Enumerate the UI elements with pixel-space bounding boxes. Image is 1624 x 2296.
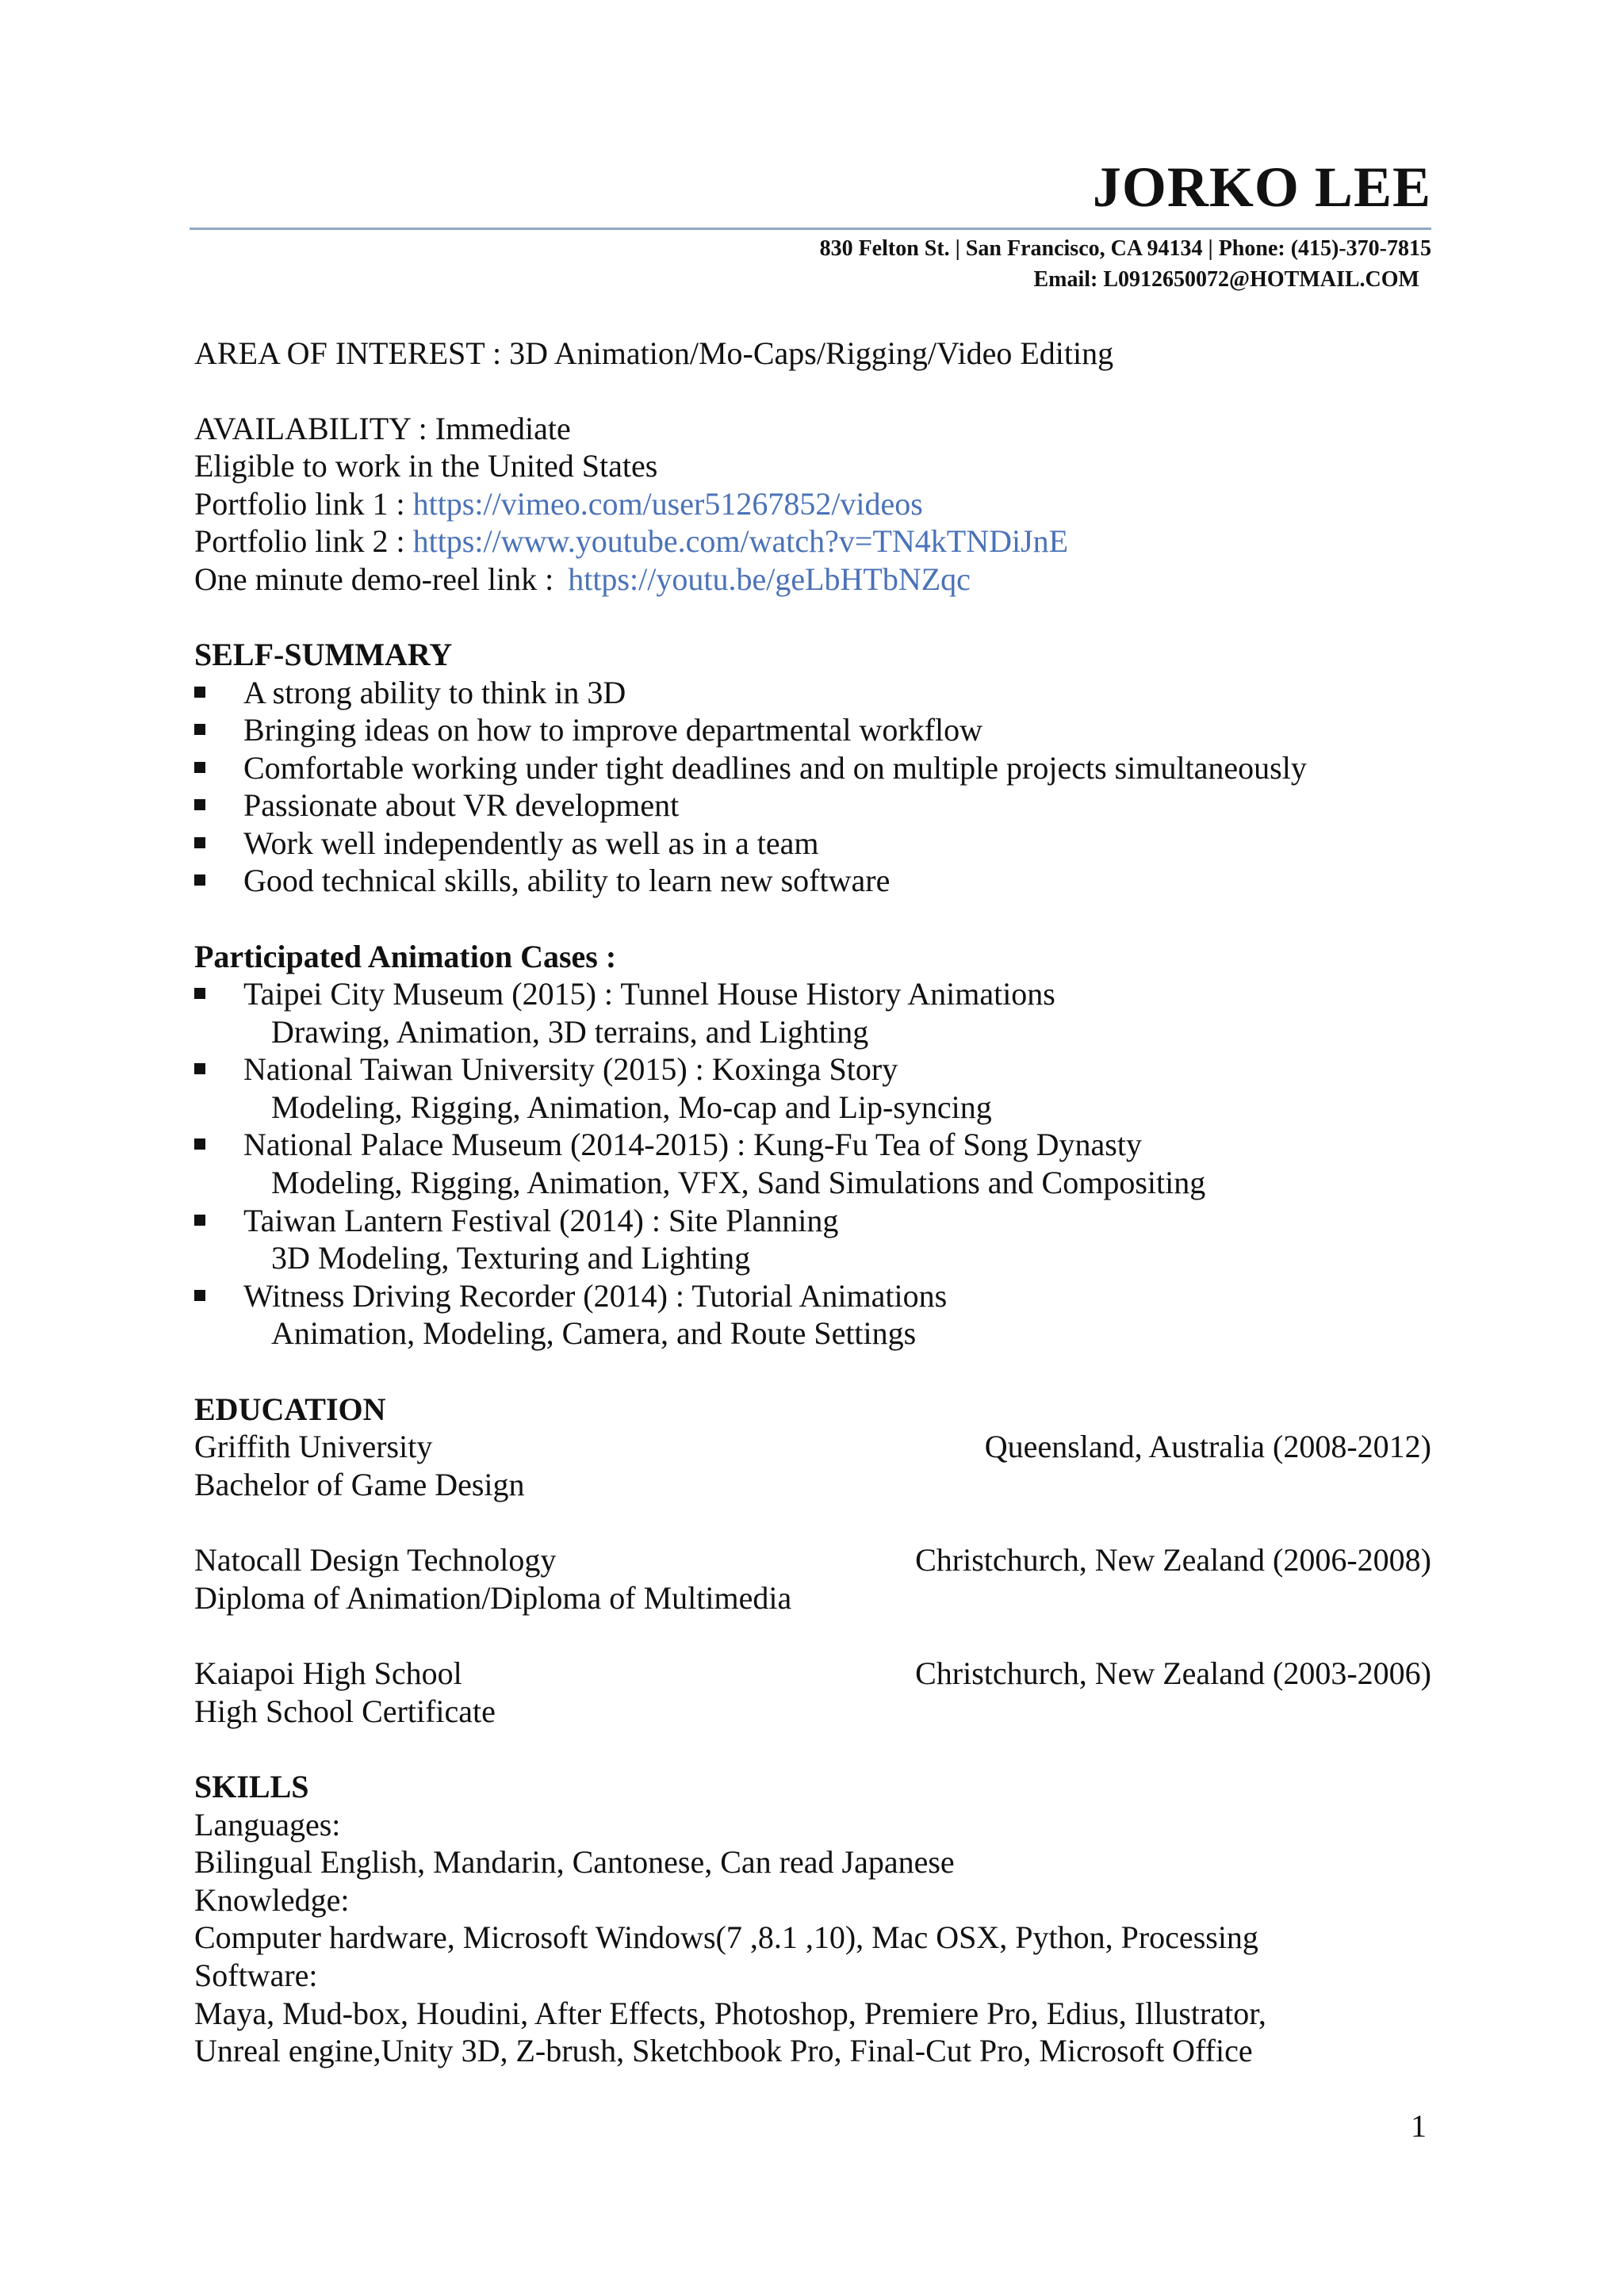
case-detail: Animation, Modeling, Camera, and Route Settings bbox=[271, 1315, 917, 1351]
case-detail: Drawing, Animation, 3D terrains, and Lighting bbox=[271, 1014, 869, 1050]
contact-email: Email: L0912650072@HOTMAIL.COM bbox=[1033, 267, 1419, 292]
availability: AVAILABILITY : Immediate bbox=[194, 411, 571, 446]
case-detail: Modeling, Rigging, Animation, VFX, Sand Simulations and Compositing bbox=[271, 1165, 1206, 1200]
self-summary-heading: SELF-SUMMARY bbox=[194, 637, 453, 672]
software-value: Unreal engine,Unity 3D, Z-brush, Sketchbook Pro, Final-Cut Pro, Microsoft Office bbox=[194, 2033, 1253, 2068]
bullet-icon bbox=[194, 687, 205, 698]
case-detail: Modeling, Rigging, Animation, Mo-cap and Lip-syncing bbox=[271, 1089, 992, 1125]
education-location: Queensland, Australia (2008-2012) bbox=[984, 1429, 1431, 1464]
bullet-icon bbox=[194, 874, 205, 886]
animation-cases-heading: Participated Animation Cases : bbox=[194, 939, 617, 974]
languages-label: Languages: bbox=[194, 1807, 341, 1843]
header-divider bbox=[190, 228, 1431, 230]
education-school: Griffith University bbox=[194, 1429, 433, 1464]
portfolio-link-2-url[interactable]: https://www.youtube.com/watch?v=TN4kTNDiJnE bbox=[412, 523, 1069, 559]
skills-heading: SKILLS bbox=[194, 1769, 309, 1804]
education-degree: Bachelor of Game Design bbox=[194, 1467, 525, 1502]
case-detail: 3D Modeling, Texturing and Lighting bbox=[271, 1240, 751, 1276]
bullet-icon bbox=[194, 1290, 205, 1301]
bullet-icon bbox=[194, 1138, 205, 1150]
demo-reel-url[interactable]: https://youtu.be/geLbHTbNZqc bbox=[568, 561, 971, 597]
work-eligibility: Eligible to work in the United States bbox=[194, 448, 658, 484]
portfolio-link-1-label: Portfolio link 1 : bbox=[194, 486, 413, 522]
portfolio-link-1-url[interactable]: https://vimeo.com/user51267852/videos bbox=[412, 486, 923, 522]
area-of-interest: AREA OF INTEREST : 3D Animation/Mo-Caps/Rigging/Video Editing bbox=[194, 335, 1114, 371]
bullet-icon bbox=[194, 1063, 205, 1074]
resume-page: JORKO LEE 830 Felton St. | San Francisco, CA 94134 | Phone: (415)-370-7815 Email: L0912650072@HOTMAIL.COM AREA OF INTEREST : 3D Animation/Mo-Caps/Rigging/Video Editing AVAILABILITY : Immediate Eligible to work in the United States Portfolio link 1 : https://vimeo.com/user51267852/videos Portfolio link 2 : https://www.youtube.com/watch?v=TN4kTNDiJnE One minute demo-reel link : https://youtu.be/geLbHTbNZqc SELF-SUMMARY A strong ability to think in 3D Bringing ideas on how to improve departmental workflow Comfortable working under tight deadlines and on multiple projects simultaneously Passionate about VR development Work well independently as well as in a team Good technical skills, ability to learn new software Participated Animation Cases : Taipei City Museum (2015) : Tunnel House History Animations Drawing, Animation, 3D terrains, and Lighting National Taiwan University (2015) : Koxinga Story Modeling, Rigging, Animation, Mo-cap and Lip-syncing National Palace Museum (2014-2015) : Kung-Fu Tea of Song Dynasty Modeling, Rigging, Animation, VFX, Sand Simulations and Compositing Taiwan Lantern Festival (2014) : Site Planning 3D Modeling, Texturing and Lighting Witness Driving Recorder (2014) : Tutorial Animations Animation, Modeling, Camera, and Route Settings EDUCATION Griffith University Queensland, Australia (2008-2012) Bachelor of Game Design Natocall Design Technology Christchurch, New Zealand (2006-2008) Diploma of Animation/Diploma of Multimedia Kaiapoi High School Christchurch, New Zealand (2003-2006) High School Certificate SKILLS Languages: Bilingual English, Mandarin, Cantonese, Can read Japanese Knowledge: Computer hardware, Microsoft Windows(7 ,8.1 ,10), Mac OSX, Python, Processing Software: Maya, Mud-box, Houdini, After Effects, Photoshop, Premiere Pro, Edius, Illustrator, Unreal engine,Unity 3D, Z-brush, Sketchbook Pro, Final-Cut Pro, Microsoft Office 1 bbox=[0, 0, 1624, 2296]
knowledge-label: Knowledge: bbox=[194, 1882, 350, 1918]
portfolio-link-2-label: Portfolio link 2 : bbox=[194, 523, 413, 559]
education-school: Natocall Design Technology bbox=[194, 1542, 557, 1578]
education-location: Christchurch, New Zealand (2006-2008) bbox=[915, 1542, 1431, 1578]
bullet-icon bbox=[194, 988, 205, 999]
education-location: Christchurch, New Zealand (2003-2006) bbox=[915, 1655, 1431, 1691]
education-heading: EDUCATION bbox=[194, 1391, 386, 1427]
bullet-icon bbox=[194, 799, 205, 810]
education-degree: High School Certificate bbox=[194, 1693, 496, 1729]
bullet-icon bbox=[194, 1215, 205, 1226]
bullet-icon bbox=[194, 724, 205, 735]
bullet-icon bbox=[194, 762, 205, 773]
education-school: Kaiapoi High School bbox=[194, 1655, 462, 1691]
page-number: 1 bbox=[1411, 2108, 1427, 2144]
software-label: Software: bbox=[194, 1957, 318, 1993]
demo-reel-link bbox=[194, 561, 971, 599]
contact-address-phone: 830 Felton St. | San Francisco, CA 94134 | Phone: (415)-370-7815 bbox=[819, 236, 1431, 261]
knowledge-value: Computer hardware, Microsoft Windows(7 ,8.1 ,10), Mac OSX, Python, Processing bbox=[194, 1919, 1258, 1955]
portfolio-link-1 bbox=[194, 485, 923, 523]
bullet-icon bbox=[194, 837, 205, 848]
education-degree: Diploma of Animation/Diploma of Multimedia bbox=[194, 1580, 792, 1616]
demo-reel-label: One minute demo-reel link : bbox=[194, 561, 562, 597]
candidate-name: JORKO LEE bbox=[1092, 155, 1431, 219]
portfolio-link-2 bbox=[194, 522, 1068, 561]
languages-value: Bilingual English, Mandarin, Cantonese, Can read Japanese bbox=[194, 1844, 955, 1880]
software-value: Maya, Mud-box, Houdini, After Effects, Photoshop, Premiere Pro, Edius, Illustrator, bbox=[194, 1996, 1266, 2031]
